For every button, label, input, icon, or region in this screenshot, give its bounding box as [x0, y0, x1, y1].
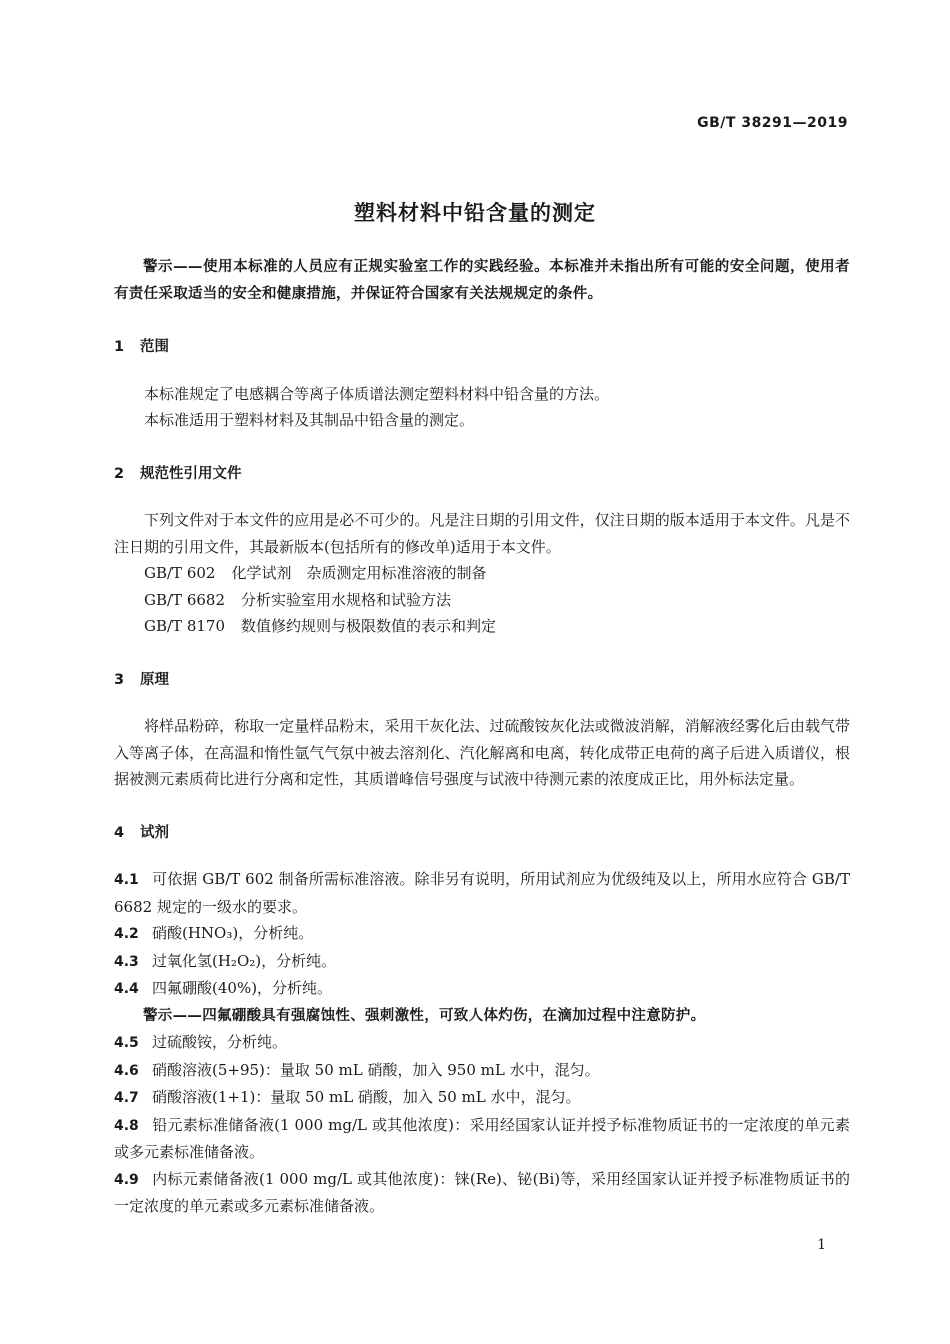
- normative-ref: [114, 587, 850, 614]
- reagent-item: [114, 1029, 850, 1057]
- scope-paragraph: 本标准规定了电感耦合等离子体质谱法测定塑料材料中铅含量的方法。: [144, 384, 610, 403]
- page-number: 1: [817, 1237, 826, 1253]
- document-title: 塑料材料中铅含量的测定: [354, 201, 596, 225]
- section-number: 4: [114, 824, 125, 841]
- section-heading-reagents: [114, 820, 850, 847]
- warning-intro: 警示——使用本标准的人员应有正规实验室工作的实践经验。本标准并未指出所有可能的安全问题，使用者有责任采取适当的安全和健康措施，并保证符合国家有关法规规定的条件。: [114, 259, 850, 302]
- reagent-warning: 警示——四氟硼酸具有强腐蚀性、强刺激性，可致人体灼伤，在滴加过程中注意防护。: [143, 1007, 706, 1024]
- reagent-item: [114, 975, 850, 1003]
- section-number: 2: [114, 465, 125, 482]
- section-number: 3: [114, 671, 125, 688]
- reagent-item: [114, 1057, 850, 1085]
- section-title: 原理: [140, 671, 169, 688]
- item-text: 铅元素标准储备液(1 000 mg/L 或其他浓度)：采用经国家认证并授予标准物质证书的一定浓度的单元素或多元素标准储备液。: [114, 1115, 850, 1161]
- normative-intro: 下列文件对于本文件的应用是必不可少的。凡是注日期的引用文件，仅注日期的版本适用于本文件。凡是不注日期的引用文件，其最新版本(包括所有的修改单)适用于本文件。: [114, 511, 850, 556]
- item-text: 硝酸溶液(5+95)：量取 50 mL 硝酸，加入 950 mL 水中，混匀。: [152, 1060, 600, 1079]
- standard-code: GB/T 38291—2019: [697, 115, 848, 131]
- scope-paragraph: 本标准适用于塑料材料及其制品中铅含量的测定。: [144, 411, 475, 429]
- normative-ref: [114, 613, 850, 640]
- item-number: 4.8: [114, 1117, 139, 1134]
- normative-ref: [114, 560, 850, 587]
- item-number: 4.7: [114, 1090, 139, 1106]
- item-text: 四氟硼酸(40%)，分析纯。: [152, 979, 333, 997]
- item-number: 4.9: [114, 1171, 139, 1188]
- section-number: 1: [114, 339, 125, 355]
- item-number: 4.2: [114, 926, 139, 942]
- section-title: 试剂: [140, 824, 169, 841]
- item-text: 过硫酸铵，分析纯。: [152, 1033, 288, 1051]
- principle-paragraph: 将样品粉碎，称取一定量样品粉末，采用干灰化法、过硫酸铵灰化法或微波消解，消解液经雾化后由载气带入等离子体，在高温和惰性氩气气氛中被去溶剂化、汽化解离和电离，转化成带正电荷的离子后进入质谱仪，根据被测元素质荷比进行分离和定性，其质谱峰信号强度与试液中待测元素的浓度成正比，用外标法定量。: [114, 717, 850, 788]
- item-text: 内标元素储备液(1 000 mg/L 或其他浓度)：铼(Re)、铋(Bi)等，采用经国家认证并授予标准物质证书的一定浓度的单元素或多元素标准储备液。: [114, 1169, 850, 1215]
- reagent-item: [114, 920, 850, 948]
- item-number: 4.5: [114, 1035, 139, 1051]
- item-text: 可依据 GB/T 602 制备所需标准溶液。除非另有说明，所用试剂应为优级纯及以上，所用水应符合 GB/T 6682 规定的一级水的要求。: [114, 870, 850, 916]
- ref-code: GB/T 6682: [144, 590, 226, 609]
- ref-code: GB/T 8170: [144, 617, 226, 635]
- ref-title: 分析实验室用水规格和试验方法: [241, 590, 452, 609]
- item-text: 过氧化氢(H₂O₂)，分析纯。: [152, 951, 337, 970]
- document-body: [114, 254, 850, 1220]
- item-text: 硝酸溶液(1+1)：量取 50 mL 硝酸，加入 50 mL 水中，混匀。: [152, 1088, 581, 1106]
- section-heading-normative: [114, 461, 850, 488]
- item-number: 4.4: [114, 981, 139, 997]
- ref-code: GB/T 602: [144, 564, 216, 582]
- section-title: 规范性引用文件: [140, 465, 242, 482]
- item-number: 4.3: [114, 953, 139, 970]
- item-number: 4.1: [114, 872, 139, 888]
- reagent-item: [114, 1112, 850, 1166]
- reagent-item: [114, 948, 850, 976]
- reagent-item: [114, 866, 850, 920]
- item-number: 4.6: [114, 1062, 139, 1079]
- section-title: 范围: [140, 339, 169, 355]
- ref-title: 数值修约规则与极限数值的表示和判定: [241, 617, 497, 635]
- reagent-item: [114, 1084, 850, 1112]
- section-heading-scope: [114, 334, 850, 361]
- item-text: 硝酸(HNO₃)，分析纯。: [152, 924, 314, 942]
- section-heading-principle: [114, 667, 850, 694]
- reagent-item: [114, 1166, 850, 1220]
- ref-title: 化学试剂 杂质测定用标准溶液的制备: [231, 564, 487, 582]
